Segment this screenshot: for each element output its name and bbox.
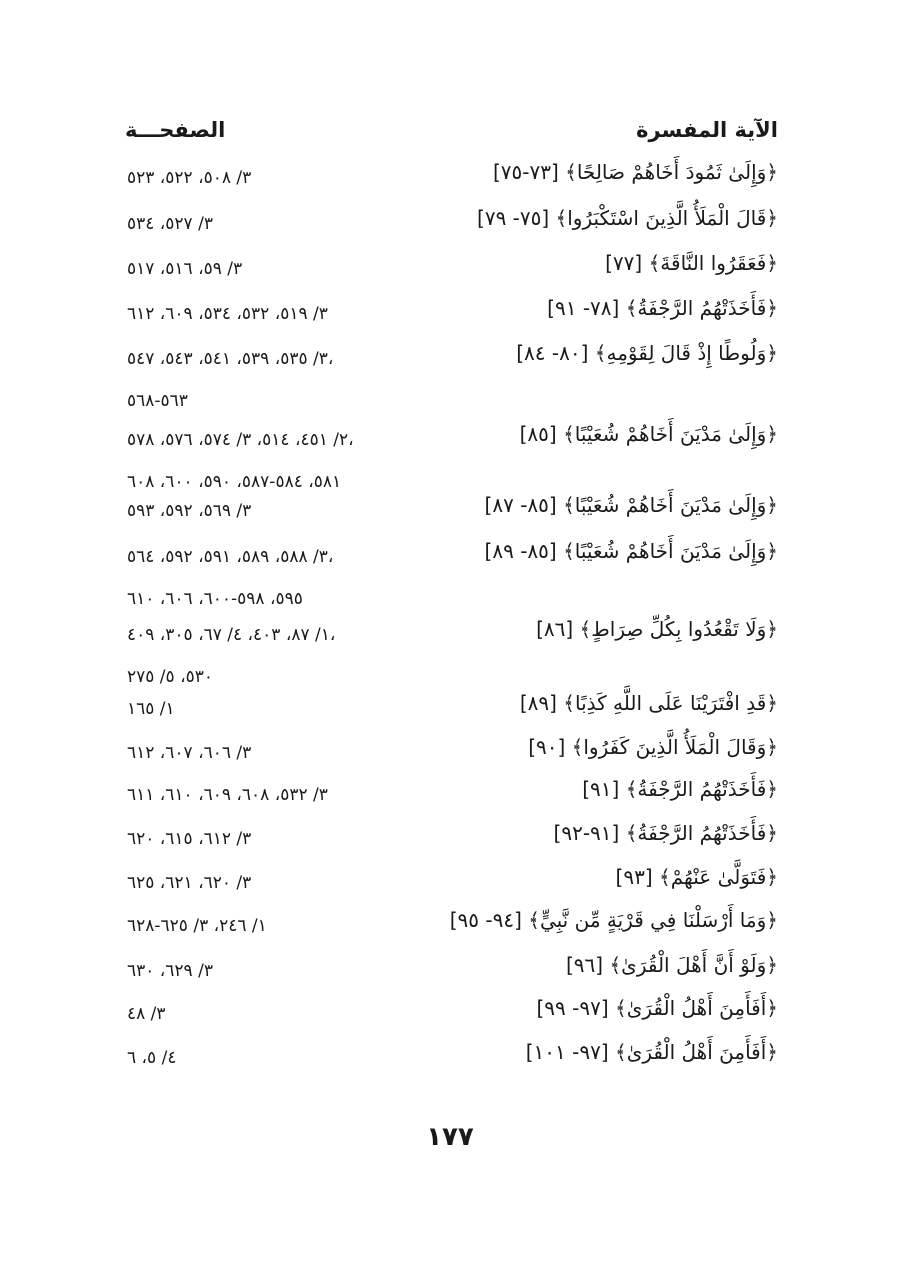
page-references	[127, 248, 457, 290]
column-header-page: الصفحـــة	[125, 118, 226, 142]
verse-reference: ﴿فَتَوَلَّىٰ عَنْهُمْ﴾ [٩٣]	[615, 865, 778, 889]
page-reference-line: ٢/ ٤٥١، ٥١٤، ٣/ ٥٧٤، ٥٧٦، ٥٧٨،	[127, 430, 354, 450]
verse-reference: ﴿قَالَ الْمَلَأُ الَّذِينَ اسْتَكْبَرُوا﴾ [٧٥- ٧٩]	[477, 206, 778, 230]
page-reference-line: ٣/ ٥٢٧، ٥٣٤	[127, 214, 213, 234]
verse-reference: ﴿وَلَوْ أَنَّ أَهْلَ الْقُرَىٰ﴾ [٩٦]	[565, 953, 778, 977]
page-references	[127, 157, 457, 199]
page-reference-line: ٣/ ٥٣٥، ٥٣٩، ٥٤١، ٥٤٣، ٥٤٧،	[127, 349, 334, 369]
page-reference-line: ٣/ ٤٨	[127, 1004, 166, 1024]
verse-reference: ﴿أَفَأَمِنَ أَهْلُ الْقُرَىٰ﴾ [٩٧- ٩٩]	[536, 996, 778, 1020]
page-reference-line: ٣/ ٦١٢، ٦١٥، ٦٢٠	[127, 829, 252, 849]
page-reference-line: ١/ ٢٤٦، ٣/ ٦٢٥-٦٢٨	[127, 916, 267, 936]
page-reference-line: ٥٩٥، ٥٩٨-٦٠٠، ٦٠٦، ٦١٠	[127, 589, 303, 609]
page-references	[127, 536, 457, 620]
page-reference-line: ١/ ٨٧، ٤٠٣، ٤/ ٦٧، ٣٠٥، ٤٠٩،	[127, 625, 336, 645]
page-references	[127, 293, 457, 335]
page-references	[127, 203, 457, 245]
page-references	[127, 905, 457, 947]
verse-reference: ﴿وَإِلَىٰ ثَمُودَ أَخَاهُمْ صَالِحًا﴾ [٧٣-٧٥]	[492, 160, 778, 184]
page-references	[127, 614, 457, 698]
page-reference-line: ٣/ ٦٠٦، ٦٠٧، ٦١٢	[127, 743, 252, 763]
page-reference-line: ٣/ ٦٢٩، ٦٣٠	[127, 961, 213, 981]
page-reference-line: ٣/ ٥٦٩، ٥٩٢، ٥٩٣	[127, 501, 252, 521]
page-reference-line: ٣/ ٥٣٢، ٦٠٨، ٦٠٩، ٦١٠، ٦١١	[127, 785, 328, 805]
page-reference-line: ٤/ ٥، ٦	[127, 1048, 177, 1068]
verse-reference: ﴿وَلُوطًا إِذْ قَالَ لِقَوْمِهِ﴾ [٨٠- ٨٤]	[516, 341, 778, 365]
page-references	[127, 950, 457, 992]
verse-reference: ﴿وَلَا تَقْعُدُوا بِكُلِّ صِرَاطٍ﴾ [٨٦]	[536, 617, 778, 641]
column-header-verse: الآية المفسرة	[636, 118, 778, 142]
verse-reference: ﴿أَفَأَمِنَ أَهْلُ الْقُرَىٰ﴾ [٩٧- ١٠١]	[525, 1040, 778, 1064]
verse-reference: ﴿وَقَالَ الْمَلَأُ الَّذِينَ كَفَرُوا﴾ [٩٠]	[528, 735, 778, 759]
verse-reference: ﴿وَمَا أَرْسَلْنَا فِي قَرْيَةٍ مِّن نَّبِيٍّ﴾ [٩٤- ٩٥]	[449, 908, 778, 932]
page-references	[127, 993, 457, 1035]
page-reference-line: ٣/ ٥١٩، ٥٣٢، ٥٣٤، ٦٠٩، ٦١٢	[127, 304, 328, 324]
verse-reference: ﴿وَإِلَىٰ مَدْيَنَ أَخَاهُمْ شُعَيْبًا﴾ [٨٥- ٨٩]	[484, 539, 778, 563]
page-references	[127, 490, 457, 532]
verse-reference: ﴿وَإِلَىٰ مَدْيَنَ أَخَاهُمْ شُعَيْبًا﴾ [٨٥- ٨٧]	[484, 493, 778, 517]
page-references	[127, 732, 457, 774]
page-references	[127, 338, 457, 422]
page-references	[127, 818, 457, 860]
verse-reference: ﴿وَإِلَىٰ مَدْيَنَ أَخَاهُمْ شُعَيْبًا﴾ [٨٥]	[519, 422, 778, 446]
page-reference-line: ٣/ ٦٢٠، ٦٢١، ٦٢٥	[127, 873, 252, 893]
page-references	[127, 1037, 457, 1079]
verse-reference: ﴿فَأَخَذَتْهُمُ الرَّجْفَةُ﴾ [٩١-٩٢]	[553, 821, 778, 845]
page-reference-line: ٣/ ٥٩، ٥١٦، ٥١٧	[127, 259, 243, 279]
page-reference-line: ٣/ ٥٠٨، ٥٢٢، ٥٢٣	[127, 168, 252, 188]
page-references	[127, 862, 457, 904]
page-references	[127, 688, 457, 730]
verse-reference: ﴿قَدِ افْتَرَيْنَا عَلَى اللَّهِ كَذِبًا﴾ [٨٩]	[519, 691, 778, 715]
page-references	[127, 774, 457, 816]
page-reference-line: ٥٣٠، ٥/ ٢٧٥	[127, 667, 213, 687]
page-reference-line: ٥٦٣-٥٦٨	[127, 391, 188, 411]
page-reference-line: ٥٨١، ٥٨٤-٥٨٧، ٥٩٠، ٦٠٠، ٦٠٨	[127, 472, 342, 492]
page-reference-line: ٣/ ٥٨٨، ٥٨٩، ٥٩١، ٥٩٢، ٥٦٤،	[127, 547, 334, 567]
page-number: ١٧٧	[426, 1122, 474, 1152]
verse-reference: ﴿فَعَقَرُوا النَّاقَةَ﴾ [٧٧]	[605, 251, 778, 275]
verse-reference: ﴿فَأَخَذَتْهُمُ الرَّجْفَةُ﴾ [٧٨- ٩١]	[547, 296, 778, 320]
page-reference-line: ١/ ١٦٥	[127, 699, 175, 719]
verse-reference: ﴿فَأَخَذَتْهُمُ الرَّجْفَةُ﴾ [٩١]	[582, 777, 778, 801]
